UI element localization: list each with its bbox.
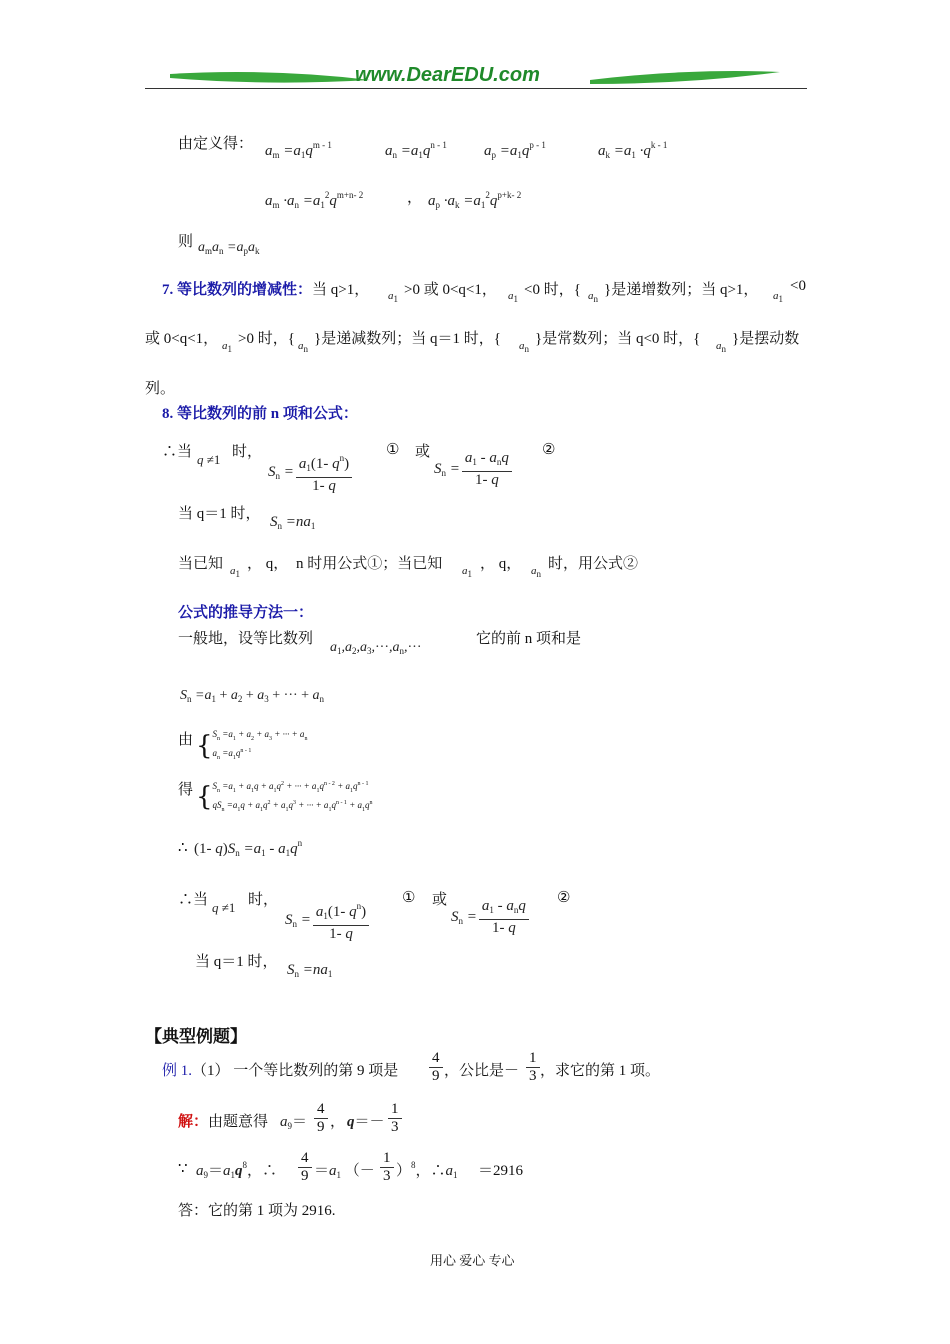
solution-text: 由题意得 bbox=[208, 1114, 269, 1130]
or-label: 或 bbox=[415, 444, 431, 460]
sec7-title: 7. 等比数列的增减性： bbox=[162, 282, 313, 298]
fraction-4-9: $\frac{4}{9}$ bbox=[312, 1101, 330, 1136]
example-1-text-a: （1） 一个等比数列的第 9 项是 bbox=[192, 1063, 399, 1079]
var-an: $a_n$ bbox=[519, 340, 529, 354]
footer-text: 用心 爱心 专心 bbox=[430, 1253, 515, 1268]
sec7-text-8: }是递减数列；当 q＝1 时，{ bbox=[314, 331, 501, 347]
site-logo: www.DearEDU.com bbox=[355, 64, 540, 86]
or-label-2: 或 bbox=[432, 892, 448, 908]
sec7-text-1: 当 q>1， bbox=[312, 282, 370, 298]
formula-ak: $a_k =a_1 \cdot q^{k - 1}$ bbox=[598, 140, 668, 160]
system-1: {$S_n =a_1 + a_2 + a_3$ + ··· + $a_n$ $a_n =a_1q^{n - 1}$ bbox=[196, 729, 308, 761]
get-label: 得 bbox=[178, 782, 194, 798]
var-a1: $a_1$ bbox=[462, 565, 472, 579]
header-swoosh-left bbox=[170, 66, 370, 88]
formula-product: $a_ma_n =a_pa_k$ bbox=[198, 240, 260, 256]
because-symbol: ∵ bbox=[178, 1161, 188, 1177]
cond-q-ne-1: q ≠1 bbox=[212, 900, 236, 915]
formula-sn-na1: $S_n =na_1$ bbox=[270, 514, 316, 531]
formula-an: $a_n =a_1q^{n - 1}$ bbox=[385, 140, 447, 160]
comma-q-2: ， q， bbox=[480, 556, 522, 572]
formula-sn-2: $S_n$ = $\frac{a_1 - a_nq}{1- q}$ bbox=[434, 450, 514, 489]
derive-title: 公式的推导方法一： bbox=[178, 605, 314, 621]
solution-label: 解： bbox=[178, 1114, 209, 1130]
formula-ap: $a_p =a_1q^{p - 1}$ bbox=[484, 140, 546, 160]
q-equals-1: 当 q＝1 时， bbox=[178, 506, 261, 522]
known-1: 当已知 bbox=[178, 556, 224, 572]
header-rule bbox=[145, 88, 807, 89]
def-sep: ， bbox=[407, 190, 423, 206]
q-equals-1-b: 当 q＝1 时， bbox=[195, 954, 278, 970]
therefore-when-2: ∴当 bbox=[178, 892, 209, 908]
formula-am-an: $a_m \cdot a_n =a_1^2q^{m+n- 2}$ bbox=[265, 190, 364, 210]
formula-am: $a_m =a_1q^{m - 1}$ bbox=[265, 140, 332, 160]
example-1-text-b: ，公比是－ bbox=[444, 1063, 520, 1079]
sec7-text-7: >0 时，{ bbox=[238, 331, 295, 347]
fraction-1-3: $\frac{1}{3}$ bbox=[386, 1101, 404, 1136]
derive-intro: 一般地，设等比数列 bbox=[178, 631, 314, 647]
then-label: 则 bbox=[178, 234, 194, 250]
cond-q-ne-1: q ≠1 bbox=[197, 452, 221, 467]
var-q-equals: q＝－ bbox=[347, 1114, 385, 1130]
therefore-symbol: ∴ bbox=[178, 840, 188, 856]
header-swoosh-right bbox=[590, 66, 780, 88]
var-a1: $a_1$ bbox=[230, 565, 240, 579]
var-a1: $a_1$ bbox=[773, 290, 783, 304]
fraction-4-9: $\frac{4}{9}$ bbox=[296, 1150, 314, 1185]
var-a1: $a_1$ bbox=[508, 290, 518, 304]
circle-1b: ① bbox=[402, 890, 416, 906]
fraction-1-3: $\frac{1}{3}$ bbox=[378, 1150, 396, 1185]
fraction-4-9: $\frac{4}{9}$ bbox=[427, 1050, 445, 1085]
sequence-list: $a_1,a_2,a_3,\cdot\cdot\cdot,a_n,\cdot\cdot\cdot$ bbox=[330, 640, 422, 656]
comma-q: ， q， bbox=[247, 556, 289, 572]
derive-intro-2: 它的前 n 项和是 bbox=[476, 631, 582, 647]
var-an: $a_n$ bbox=[588, 290, 598, 304]
fraction-1-3: $\frac{1}{3}$ bbox=[524, 1050, 542, 1085]
formula-diff: (1- $q)S_n =a_1 - a_1q^n$ bbox=[194, 838, 303, 858]
formula-sn-1: $S_n$ = $\frac{a_1(1- q^n)}{1- q}$ bbox=[268, 450, 354, 495]
sec7-text-11: 列。 bbox=[145, 381, 176, 397]
sec7-text-10: }是摆动数 bbox=[732, 331, 800, 347]
sec8-title: 8. 等比数列的前 n 项和公式： bbox=[162, 406, 358, 422]
formula-power-8: ）$^8$，$\therefore a_1$ bbox=[396, 1160, 458, 1180]
circle-1: ① bbox=[386, 442, 400, 458]
var-a1: $a_1$ bbox=[388, 290, 398, 304]
sec7-text-3: <0 时，{ bbox=[524, 282, 581, 298]
var-a9: $a_9=$ bbox=[280, 1114, 308, 1131]
formula-sn-2b: $S_n$ = $\frac{a_1 - a_nq}{1- q}$ bbox=[451, 898, 531, 937]
system-2: {$S_n =a_1 + a_1q + a_1q^2$ + ··· + $a_1q^{n - 2} + a_1q^{n - 1}$ $qS_n =a_1q + a_1q^2 + a_1q^3$ + ··· + $a_1q^{n - 1} + a_1q^n$ bbox=[196, 781, 373, 813]
solution-comma: ， bbox=[330, 1114, 346, 1130]
var-a1: $a_1$ bbox=[222, 340, 232, 354]
sec7-text-4: }是递增数列；当 q>1， bbox=[604, 282, 759, 298]
sec7-text-6: 或 0<q<1， bbox=[145, 331, 219, 347]
n-use-1: n 时用公式①；当已知 bbox=[296, 556, 443, 572]
answer-text: 答：它的第 1 项为 2916. bbox=[178, 1203, 336, 1219]
sec7-text-5: <0 bbox=[790, 278, 806, 294]
sec7-text-9: }是常数列；当 q<0 时，{ bbox=[535, 331, 701, 347]
examples-heading: 【典型例题】 bbox=[145, 1027, 247, 1046]
circle-2b: ② bbox=[557, 890, 571, 906]
when-suffix: 时， bbox=[232, 444, 263, 460]
formula-sn-na1-b: $S_n =na_1$ bbox=[287, 962, 333, 979]
example-1-label: 例 1. bbox=[162, 1063, 193, 1079]
circle-2: ② bbox=[542, 442, 556, 458]
formula-sn-1b: $S_n$ = $\frac{a_1(1- q^n)}{1- q}$ bbox=[285, 898, 371, 943]
var-an: $a_n$ bbox=[716, 340, 726, 354]
formula-ap-ak: $a_p \cdot a_k =a_1^2q^{p+k- 2}$ bbox=[428, 190, 522, 210]
var-an: $a_n$ bbox=[298, 340, 308, 354]
def-label: 由定义得： bbox=[178, 136, 254, 152]
result-2916: ＝2916 bbox=[478, 1163, 524, 1179]
when-suffix-2: 时， bbox=[248, 892, 279, 908]
formula-a1-part: $=a_1$ （－ bbox=[314, 1163, 375, 1180]
example-1-text-c: ，求它的第 1 项。 bbox=[540, 1063, 661, 1079]
sec7-text-2: >0 或 0<q<1， bbox=[404, 282, 497, 298]
therefore-when: ∴当 bbox=[162, 444, 193, 460]
formula-sn-sum: $S_n =a_1 + a_2 + a_3$ + ··· + $a_n$ bbox=[180, 688, 325, 704]
formula-a9-a1q8: $a_9=a_1q^8$，∴ bbox=[196, 1160, 278, 1180]
use-2: 时，用公式② bbox=[548, 556, 639, 572]
var-an: $a_n$ bbox=[531, 565, 541, 579]
from-label: 由 bbox=[178, 732, 194, 748]
